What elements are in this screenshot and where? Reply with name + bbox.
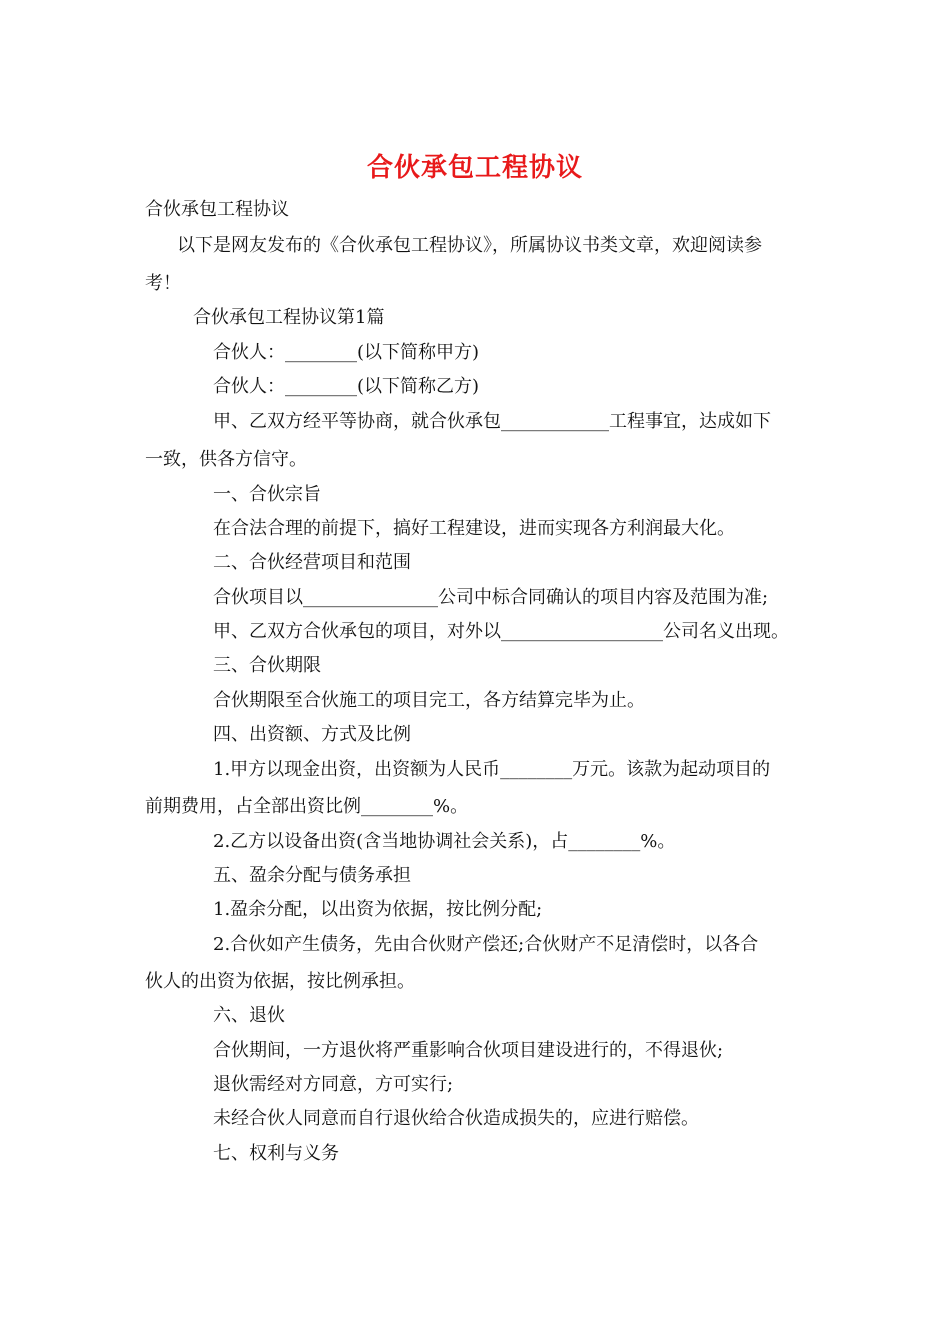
clause-text: 合伙项目以_______________公司中标合同确认的项目内容及范围为准; [213,587,769,608]
paragraph-line-cont: 一致，供各方信守。 [145,449,307,470]
clause-heading: 七、权利与义务 [213,1143,339,1164]
clause-heading: 二、合伙经营项目和范围 [213,552,411,573]
clause-text: 1.甲方以现金出资，出资额为人民币________万元。该款为起动项目的 [213,759,771,780]
clause-text-cont: 前期费用，占全部出资比例________%。 [145,796,469,817]
subtitle-line: 合伙承包工程协议 [145,199,289,220]
clause-heading: 一、合伙宗旨 [213,484,321,505]
clause-text: 2.乙方以设备出资(含当地协调社会关系)，占________%。 [213,831,676,852]
clause-text: 在合法合理的前提下，搞好工程建设，进而实现各方利润最大化。 [213,518,735,539]
clause-text: 甲、乙双方合伙承包的项目，对外以__________________公司名义出现。 [213,621,789,642]
clause-heading: 三、合伙期限 [213,655,321,676]
clause-text: 退伙需经对方同意，方可实行; [213,1074,454,1095]
clause-text: 合伙期间，一方退伙将严重影响合伙项目建设进行的，不得退伙; [213,1040,724,1061]
clause-text: 1.盈余分配，以出资为依据，按比例分配; [213,899,543,920]
clause-heading: 五、盈余分配与债务承担 [213,865,411,886]
clause-text: 未经合伙人同意而自行退伙给合伙造成损失的，应进行赔偿。 [213,1108,699,1129]
intro-line-cont: 考！ [145,273,181,294]
document-title: 合伙承包工程协议 [366,153,583,183]
paragraph-line: 甲、乙双方经平等协商，就合伙承包____________工程事宜，达成如下 [213,411,771,432]
clause-heading: 四、出资额、方式及比例 [213,724,411,745]
intro-line: 以下是网友发布的《合伙承包工程协议》，所属协议书类文章，欢迎阅读参 [177,235,762,256]
section-heading: 合伙承包工程协议第1篇 [193,307,385,328]
clause-text: 合伙期限至合伙施工的项目完工，各方结算完毕为止。 [213,690,645,711]
clause-text: 2.合伙如产生债务，先由合伙财产偿还;合伙财产不足清偿时，以各合 [213,934,759,955]
clause-heading: 六、退伙 [213,1005,285,1026]
party-b-line: 合伙人：________(以下简称乙方) [213,376,480,397]
party-a-line: 合伙人：________(以下简称甲方) [213,342,480,363]
clause-text-cont: 伙人的出资为依据，按比例承担。 [145,971,415,992]
